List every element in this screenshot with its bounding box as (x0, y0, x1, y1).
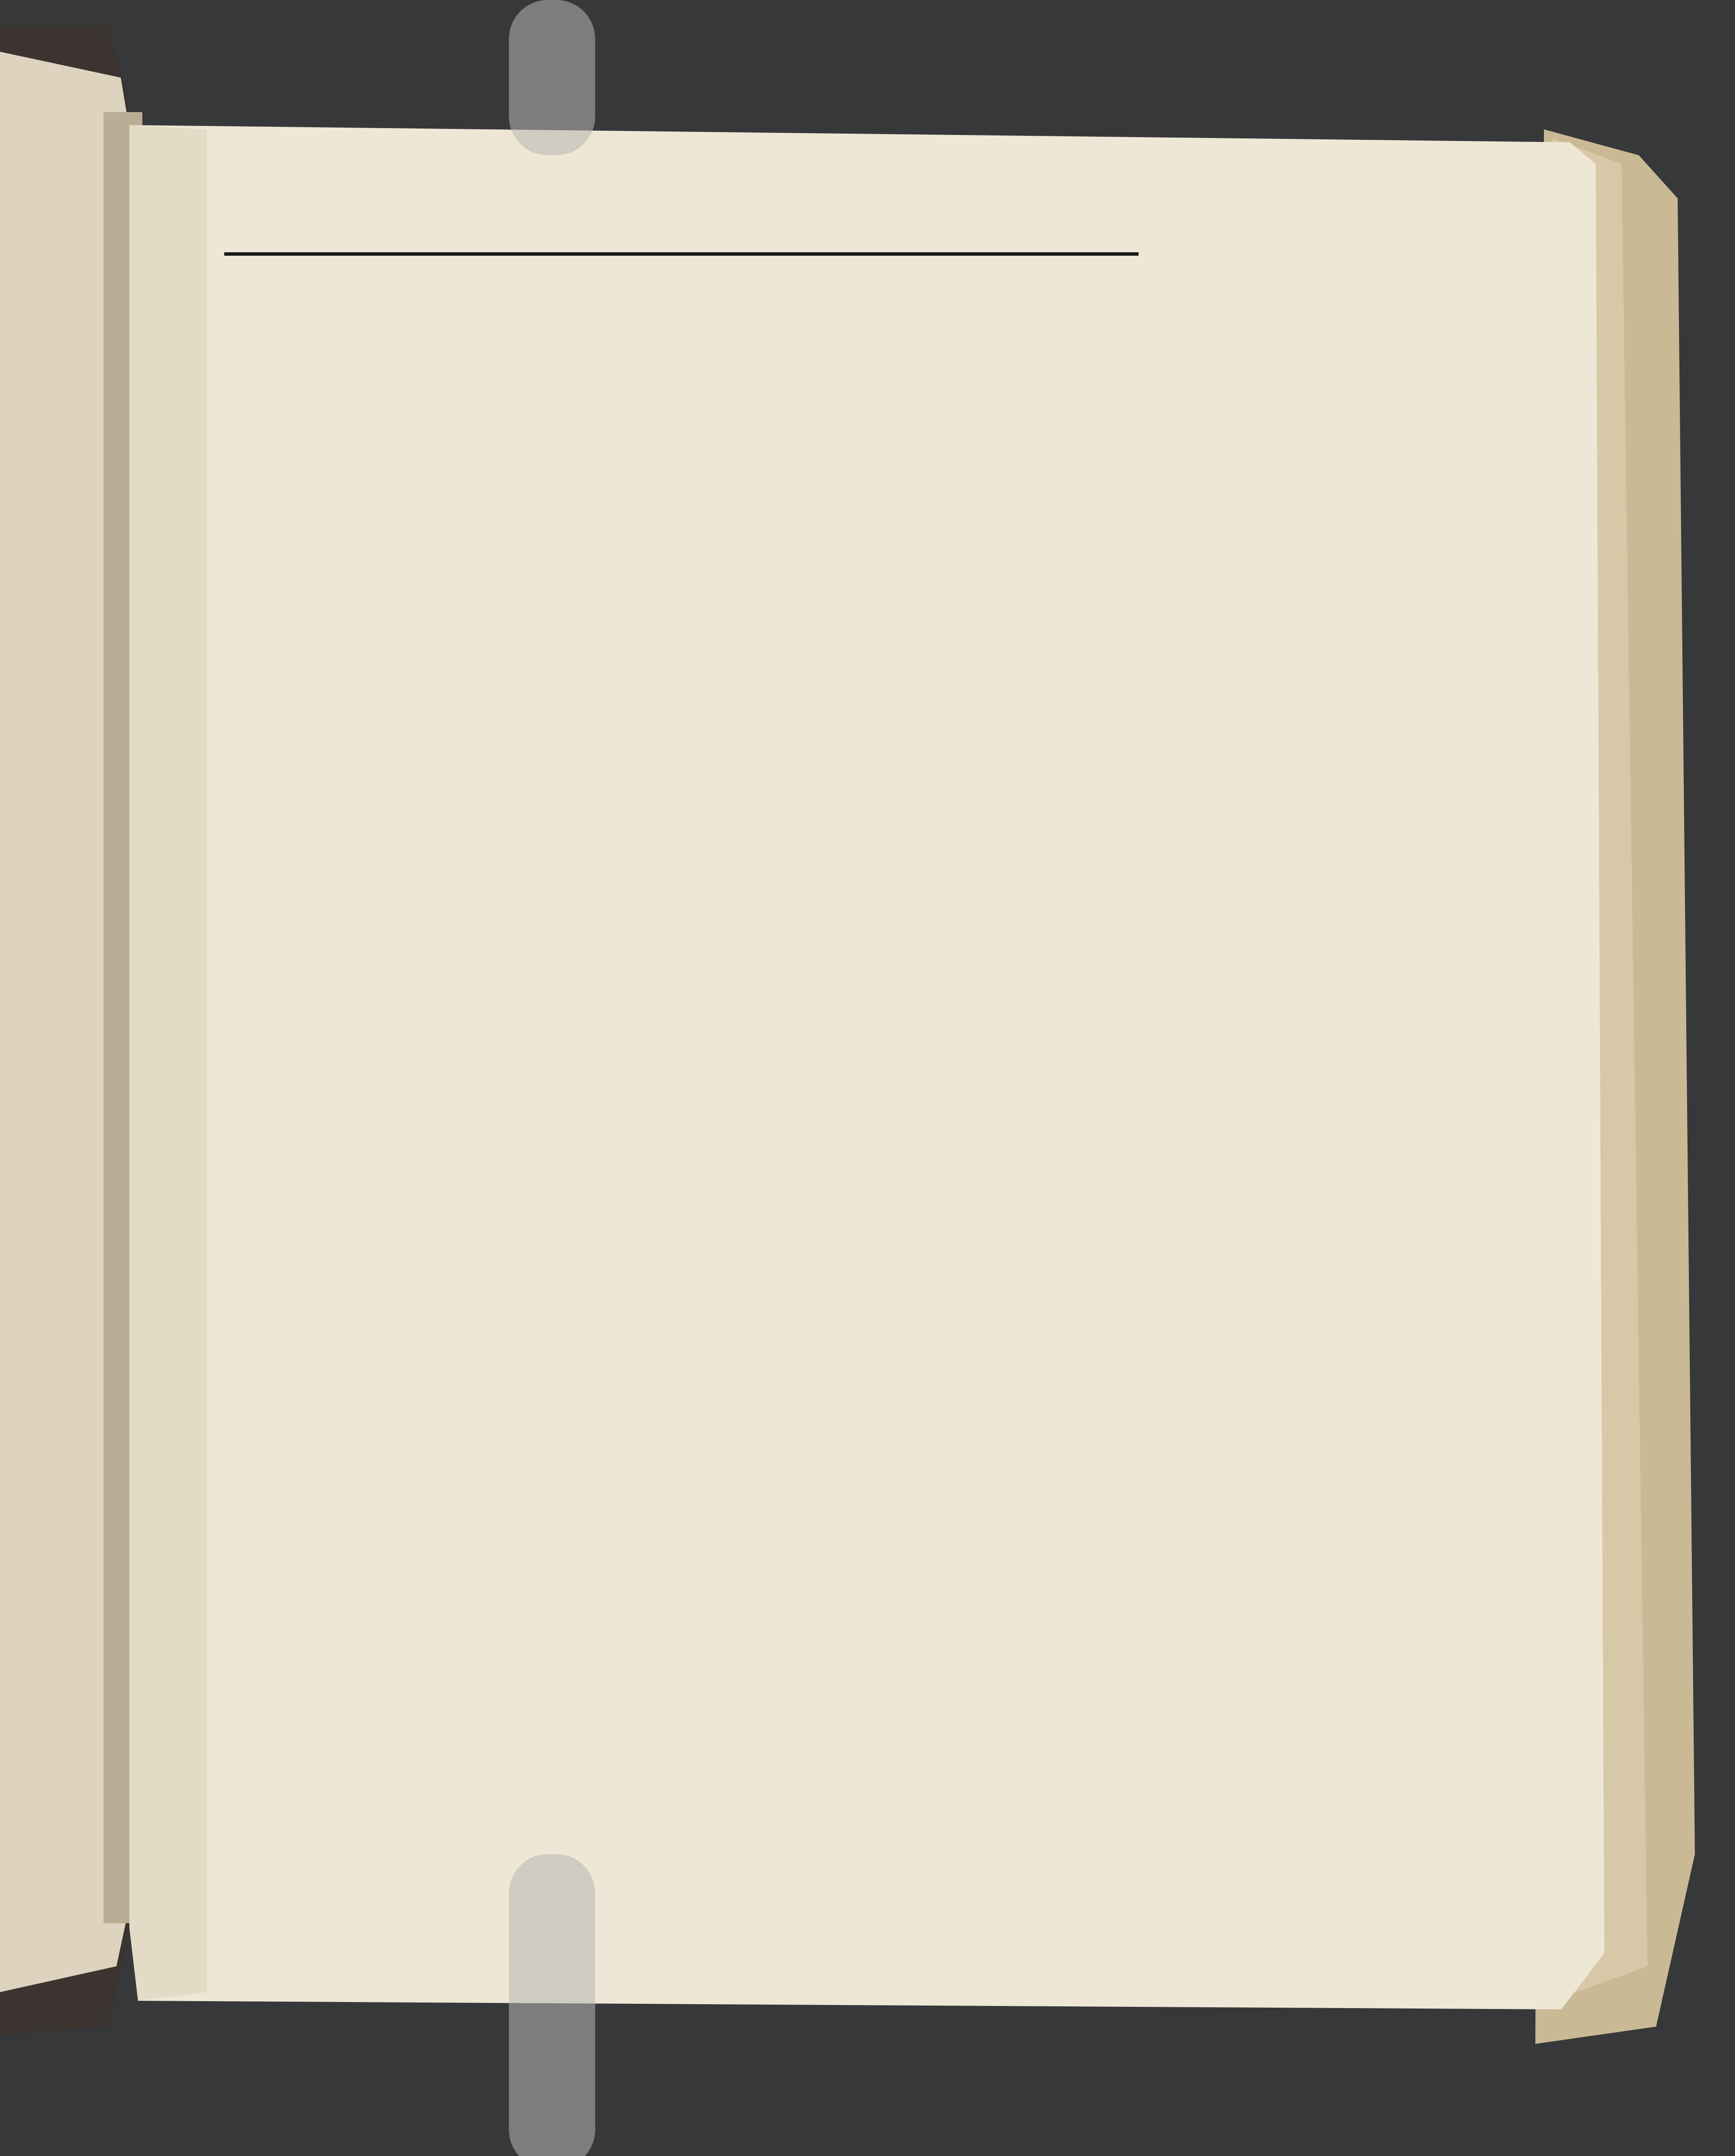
left-page-fragment (0, 129, 129, 1725)
